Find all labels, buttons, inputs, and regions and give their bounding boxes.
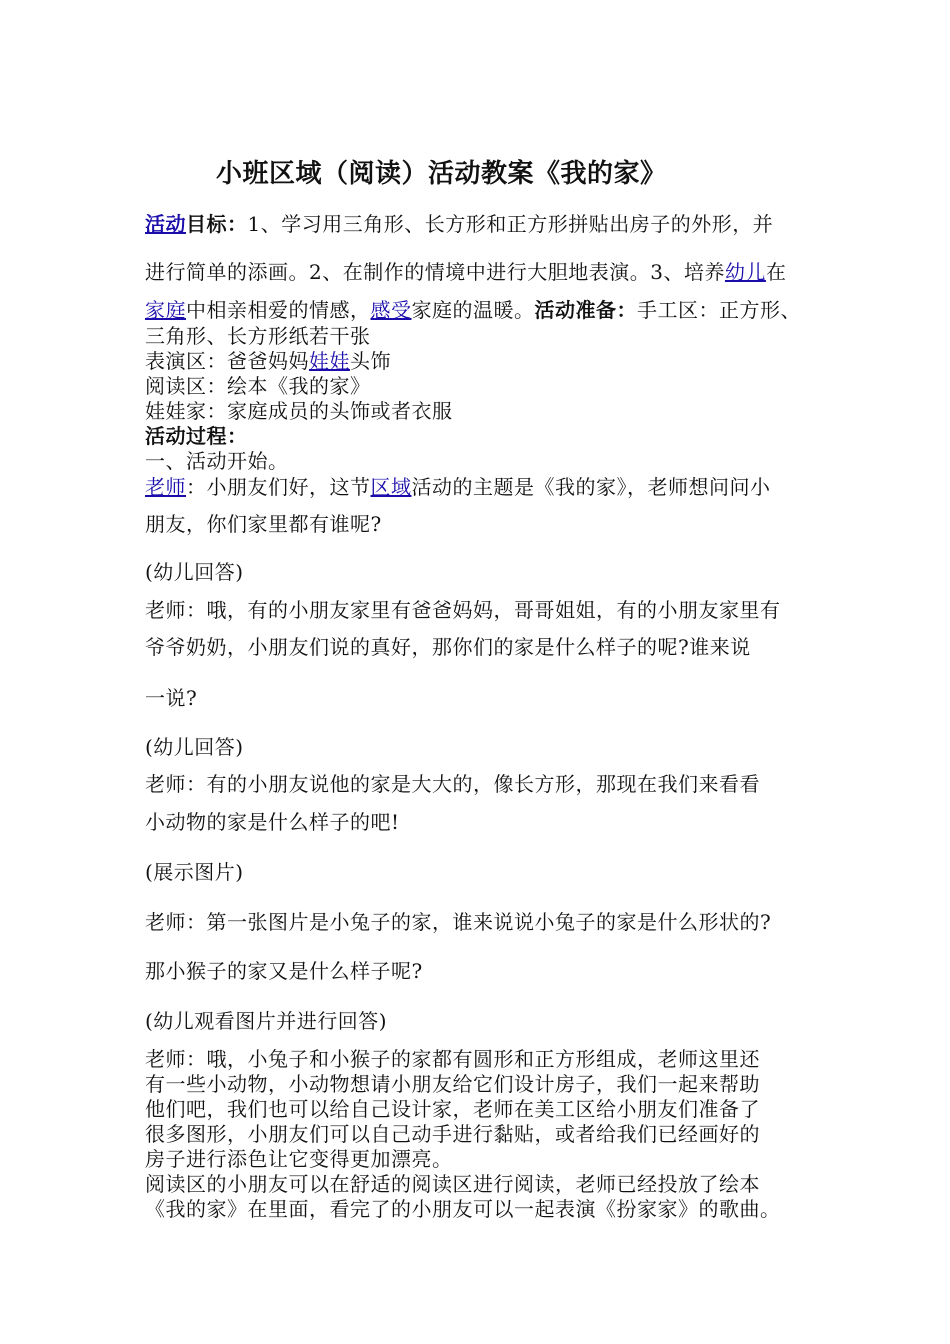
reading-line-a: 阅读区的小朋友可以在舒适的阅读区进行阅读，老师已经投放了绘本 <box>145 1172 760 1196</box>
link-huodong[interactable]: 活动 <box>145 212 186 236</box>
link-laoshi[interactable]: 老师 <box>145 475 186 499</box>
goal-text-1: 1、学习用三角形、长方形和正方形拼贴出房子的外形，并 <box>247 212 774 236</box>
teacher-line-3a: 老师：有的小朋友说他的家是大大的，像长方形，那现在我们来看看 <box>145 772 760 796</box>
teacher-line-1a <box>145 475 771 499</box>
goal-text-2: 进行简单的添画。2、在制作的情境中进行大胆地表演。3、培养 <box>145 260 725 284</box>
answer-3: (幼儿观看图片并进行回答) <box>145 1009 388 1033</box>
teacher-line-5c: 他们吧，我们也可以给自己设计家，老师在美工区给小朋友们准备了 <box>145 1097 760 1121</box>
link-ganshou[interactable]: 感受 <box>370 298 412 322</box>
teacher-line-2c: 一说? <box>145 686 198 710</box>
prep-text-2b: 头饰 <box>350 349 391 373</box>
prep-label: 活动准备： <box>534 298 637 322</box>
goal-text-2-tail: 在 <box>765 260 787 284</box>
teacher-text-1a: ：小朋友们好，这节 <box>186 475 371 499</box>
goal-text-3c: 手工区：正方形、 <box>637 298 801 322</box>
goal-line-1 <box>145 212 773 236</box>
link-youer[interactable]: 幼儿 <box>724 260 766 284</box>
teacher-line-2a: 老师：哦，有的小朋友家里有爸爸妈妈，哥哥姐姐，有的小朋友家里有 <box>145 598 781 622</box>
process-step-1: 一、活动开始。 <box>145 449 289 473</box>
teacher-line-5e: 房子进行添色让它变得更加漂亮。 <box>145 1147 453 1171</box>
prep-line-1: 三角形、长方形纸若干张 <box>145 324 371 348</box>
link-quyu[interactable]: 区域 <box>370 475 412 499</box>
goal-text-3b: 家庭的温暖。 <box>411 298 535 322</box>
teacher-line-1c: 朋友，你们家里都有谁呢? <box>145 512 382 536</box>
teacher-text-1b: 活动的主题是《我的家》，老师想问问小 <box>411 475 771 499</box>
prep-line-2 <box>145 349 391 373</box>
page-title: 小班区域（阅读）活动教案《我的家》 <box>216 159 667 189</box>
teacher-line-5b: 有一些小动物，小动物想请小朋友给它们设计房子，我们一起来帮助 <box>145 1072 760 1096</box>
teacher-line-5a: 老师：哦，小兔子和小猴子的家都有圆形和正方形组成，老师这里还 <box>145 1047 760 1071</box>
link-jiating[interactable]: 家庭 <box>145 298 186 322</box>
show-pictures: (展示图片) <box>145 860 244 884</box>
teacher-line-2b: 爷爷奶奶，小朋友们说的真好，那你们的家是什么样子的呢?谁来说 <box>145 635 751 659</box>
teacher-line-3b: 小动物的家是什么样子的吧! <box>145 810 400 834</box>
teacher-line-4b: 那小猴子的家又是什么样子呢? <box>145 959 423 983</box>
answer-1: (幼儿回答) <box>145 560 244 584</box>
prep-line-3: 阅读区：绘本《我的家》 <box>145 374 371 398</box>
link-wawa[interactable]: 娃娃 <box>309 349 350 373</box>
teacher-line-4a: 老师：第一张图片是小兔子的家，谁来说说小兔子的家是什么形状的? <box>145 910 772 934</box>
teacher-line-5d: 很多图形，小朋友们可以自己动手进行黏贴，或者给我们已经画好的 <box>145 1122 760 1146</box>
goal-line-2 <box>145 260 786 284</box>
goal-label: 目标： <box>186 212 248 236</box>
goal-text-3a: 中相亲相爱的情感， <box>186 298 371 322</box>
goal-line-3 <box>145 298 801 322</box>
reading-line-b: 《我的家》在里面，看完了的小朋友可以一起表演《扮家家》的歌曲。 <box>145 1197 781 1221</box>
process-label: 活动过程： <box>145 424 248 448</box>
prep-line-4: 娃娃家：家庭成员的头饰或者衣服 <box>145 399 453 423</box>
answer-2: (幼儿回答) <box>145 735 244 759</box>
prep-text-2a: 表演区：爸爸妈妈 <box>145 349 309 373</box>
